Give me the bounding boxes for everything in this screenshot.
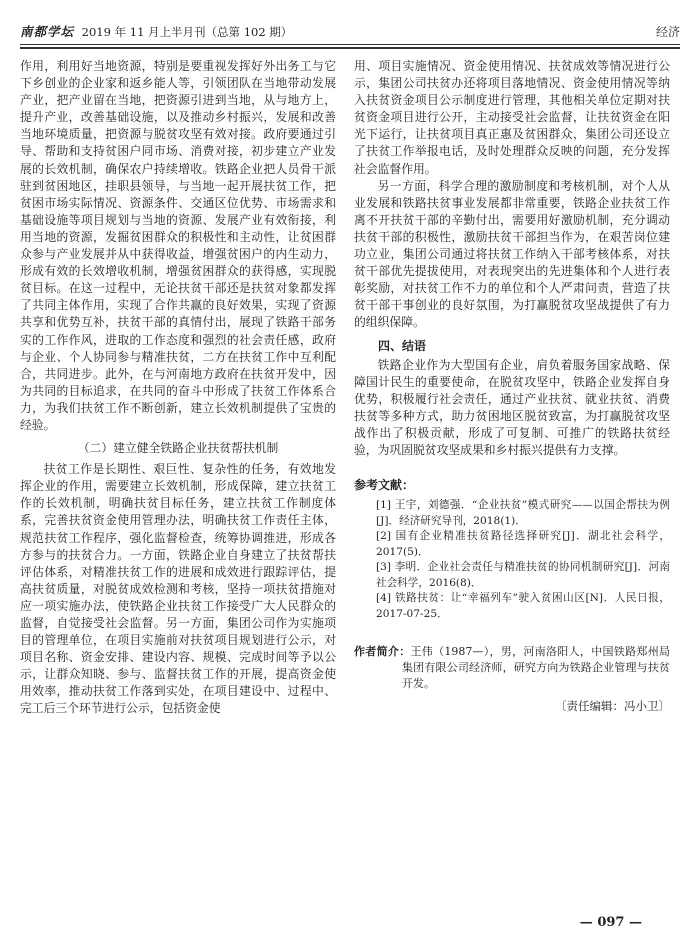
- page-number: — 097 —: [579, 915, 642, 930]
- reference-item: [3] 李明．企业社会责任与精准扶贫的协同机制研究[J]．河南社会科学，2016(8)．: [376, 561, 670, 589]
- journal-logo: 南都学坛: [20, 24, 75, 39]
- author-text: 王伟（1987—），男，河南洛阳人，中国铁路郑州局集团有限公司经济师，研究方向为铁路企业管理与扶贫开发。: [402, 645, 670, 691]
- header-rule-thick: [20, 47, 680, 49]
- author-bio: [354, 644, 670, 692]
- paragraph: 铁路企业作为大型国有企业，肩负着服务国家战略、保障国计民生的重要使命，在脱贫攻坚中，铁路企业发挥自身优势，积极履行社会责任，通过产业扶贫、就业扶贫、消费扶贫等多种方式，助力贫困地区脱贫致富，为打赢脱贫攻坚战作出了积极贡献，形成了可复制、可推广的铁路扶贫经验，为巩固脱贫攻坚成果和乡村振兴提供有力支撑。: [354, 357, 670, 458]
- journal-issue-line: [20, 22, 292, 40]
- section-heading-conclusion: 四、结语: [378, 338, 427, 353]
- page-header: [20, 18, 680, 40]
- references-title: 参考文献：: [354, 478, 415, 493]
- reference-item: [2] 国有企业精准扶贫路径选择研究[J]．湖北社会科学，2017(5)．: [376, 530, 670, 558]
- reference-item: [1] 王宇，刘德强．“企业扶贫”模式研究——以国企帮扶为例[J]．经济研究导刊，2018(1)．: [376, 499, 670, 527]
- paragraph: 用、项目实施情况、资金使用情况、扶贫成效等情况进行公示，集团公司扶贫办还将项目落地情况、资金使用情况等纳入扶贫资金项目公示制度进行管理，其他相关单位定期对扶贫资金项目进行公开，主动接受社会监督，让扶贫资金在阳光下运行，让扶贫项目真正惠及贫困群众，集团公司还设立了扶贫工作举报电话，及时处理群众反映的问题，充分发挥社会监督作用。: [354, 59, 670, 176]
- author-label: 作者简介：: [354, 645, 411, 659]
- right-column: [354, 58, 670, 715]
- responsible-editor: 〔责任编辑：冯小卫〕: [555, 699, 670, 714]
- paragraph: 作用，利用好当地资源，特别是要重视发挥好外出务工与它下乡创业的企业家和返乡能人等，引领团队在当地带动发展产业，把产业留在当地，把资源引进到当地，从与地方上，提升产业，改善基础设施，以及推动乡村振兴，发展和改善当地环境质量，把资源与脱贫攻坚有效对接。政府要通过引导、帮助和支持贫困户同市场、消费对接，初步建立产业发展的长效机制，确保农户持续增收。铁路企业把人员骨干派驻到贫困地区，挂职县领导，与当地一起开展扶贫工作，把贫困市场实际情况、资源条件、交通区位优势、市场需求和基础设施等项目规划与当地的资源、发展产业有效衔接，利用当地的资源，发掘贫困群众的积极性和主动性，让贫困群众参与产业发展并从中获得收益，增强贫困户的内生动力，形成有效的长效增收机制，增强贫困群众的获得感，实现脱贫目标。在这一过程中，无论扶贫干部还是扶贫对象都发挥了共同主体作用，实现了合作共赢的良好效果，实现了资源共享和优势互补，扶贫干部的真情付出，展现了铁路干部务实的工作作风，进取的工作态度和强烈的社会责任感，政府与企业、个人协同参与精准扶贫，二方在扶贫工作中互利配合，共同进步。此外，在与河南地方政府在扶贫开发中，因为共同的目标追求，在共同的奋斗中形成了扶贫工作体系合力，为我们扶贫工作不断创新，建立长效机制提供了宝贵的经验。: [20, 59, 336, 432]
- header-rule-thin: [20, 44, 680, 45]
- left-column: [20, 58, 336, 718]
- section-name: 经济: [655, 25, 680, 39]
- paragraph: 扶贫工作是长期性、艰巨性、复杂性的任务，有效地发挥企业的作用，需要建立长效机制，形成保障，建立扶贫工作的长效机制，明确扶贫目标任务，建立扶贫工作制度体系，完善扶贫资金使用管理办法，明确扶贫工作责任主体，规范扶贫工作程序，强化监督检查，统筹协调推进，形成各方参与的扶贫合力。一方面，铁路企业自身建立了扶贫帮扶评估体系，对精准扶贫工作的进展和成效进行跟踪评估，提高扶贫质量，对脱贫成效检测和考核，坚持一项扶贫措施对应一项实施办法，使铁路企业扶贫工作接受广大人民群众的监督，自觉接受社会监督。另一方面，集团公司作为实施项目的管理单位，在项目实施前对扶贫项目规划进行公示，对项目名称、资金安排、建设内容、规模、完成时间等予以公示，让群众知晓、参与、监督扶贫工作的开展，提高资金使用效率，推动扶贫工作落到实处，在项目建设中、过程中、完工后三个环节进行公示，包括资金使: [20, 462, 336, 716]
- paragraph: 另一方面，科学合理的激励制度和考核机制，对个人从业发展和铁路扶贫事业发展都非常重要，铁路企业扶贫工作离不开扶贫干部的辛勤付出，需要用好激励机制，充分调动扶贫干部的积极性，激励扶贫干部担当作为，在艰苦岗位建功立业，集团公司通过将扶贫工作纳入干部考核体系，对扶贫干部优先提拔使用，对表现突出的先进集体和个人进行表彰奖励，对扶贫工作不力的单位和个人严肃问责，营造了扶贫干部干事创业的良好氛围，为打赢脱贫攻坚战提供了有力的组织保障。: [354, 178, 670, 330]
- subsection-heading: （二）建立健全铁路企业扶贫帮扶机制: [77, 441, 279, 456]
- reference-item: [4] 铁路扶贫：让“幸福列车”驶入贫困山区[N]．人民日报，2017-07-25．: [376, 592, 670, 620]
- issue-info: 2019 年 11 月上半月刊（总第 102 期）: [81, 25, 293, 39]
